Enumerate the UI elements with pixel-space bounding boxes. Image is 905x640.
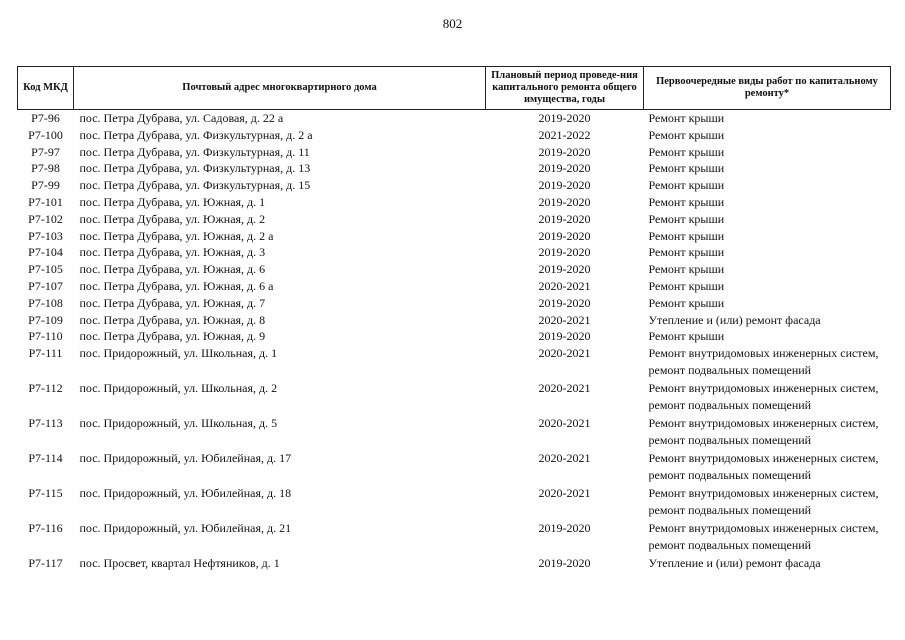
cell-address: пос. Петра Дубрава, ул. Южная, д. 8 [79,312,266,327]
table-row [18,228,891,245]
cell-address: пос. Придорожный, ул. Школьная, д. 2 [79,381,278,396]
page-number: 802 [442,16,463,31]
cell-code: Р7-107 [28,278,63,293]
cell-period: 2020-2021 [538,278,591,293]
cell-address: пос. Петра Дубрава, ул. Южная, д. 1 [79,194,266,209]
table-row [18,415,891,450]
work-line: Утепление и (или) ремонт фасада [648,556,821,571]
cell-code: Р7-98 [31,161,60,176]
cell-code: Р7-114 [28,451,63,466]
table-row [18,485,891,520]
cell-address: пос. Петра Дубрава, ул. Физкультурная, д. 13 [79,161,311,176]
cell-works [644,177,891,194]
work-line: Ремонт крыши [648,161,725,176]
cell-address: пос. Придорожный, ул. Юбилейная, д. 17 [79,451,292,466]
cell-works [644,194,891,211]
cell-address: пос. Петра Дубрава, ул. Физкультурная, д. 15 [79,178,311,193]
cell-code: Р7-100 [28,127,63,142]
cell-code: Р7-108 [28,295,63,310]
work-line: Ремонт крыши [648,127,725,142]
work-line: ремонт подвальных помещений [648,397,812,412]
cell-code: Р7-105 [28,262,63,277]
work-line: Ремонт внутридомовых инженерных систем, [648,451,879,466]
table-row [18,211,891,228]
cell-works [644,328,891,345]
cell-works [644,345,891,380]
cell-works [644,127,891,144]
cell-address: пос. Петра Дубрава, ул. Физкультурная, д. 2 а [79,127,313,142]
cell-code: Р7-113 [28,416,63,431]
cell-period: 2019-2020 [538,228,591,243]
cell-code: Р7-110 [28,329,63,344]
cell-works [644,295,891,312]
table-row [18,160,891,177]
table-row [18,127,891,144]
table-row [18,450,891,485]
cell-period: 2019-2020 [538,556,591,571]
cell-period: 2019-2020 [538,144,591,159]
cell-address: пос. Петра Дубрава, ул. Южная, д. 6 [79,262,266,277]
cell-period: 2020-2021 [538,486,591,501]
table-row [18,144,891,161]
cell-works [644,450,891,485]
header-code: Код МКД [18,67,74,110]
work-line: Ремонт внутридомовых инженерных систем, [648,416,879,431]
table-row [18,520,891,555]
table-row [18,328,891,345]
work-line: Ремонт крыши [648,111,725,125]
cell-code: Р7-112 [28,381,63,396]
cell-code: Р7-117 [28,556,63,571]
cell-address: пос. Петра Дубрава, ул. Южная, д. 6 а [79,278,274,293]
work-line: Ремонт крыши [648,329,725,344]
cell-code: Р7-96 [31,111,60,125]
cell-period: 2019-2020 [538,111,591,125]
work-line: ремонт подвальных помещений [648,362,812,377]
work-line: Утепление и (или) ремонт фасада [648,312,821,327]
cell-code: Р7-104 [28,245,63,260]
work-line: Ремонт внутридомовых инженерных систем, [648,346,879,361]
work-line: Ремонт внутридомовых инженерных систем, [648,381,879,396]
cell-address: пос. Петра Дубрава, ул. Физкультурная, д. 11 [79,144,310,159]
cell-works [644,144,891,161]
cell-period: 2019-2020 [538,329,591,344]
cell-works [644,278,891,295]
table-row [18,194,891,211]
cell-address: пос. Придорожный, ул. Школьная, д. 5 [79,416,278,431]
cell-code: Р7-102 [28,211,63,226]
cell-address: пос. Придорожный, ул. Школьная, д. 1 [79,346,278,361]
cell-period: 2019-2020 [538,245,591,260]
cell-works [644,415,891,450]
cell-period: 2020-2021 [538,381,591,396]
cell-works [644,520,891,555]
cell-period: 2020-2021 [538,451,591,466]
table-row [18,278,891,295]
work-line: Ремонт внутридомовых инженерных систем, [648,486,879,501]
cell-address: пос. Петра Дубрава, ул. Южная, д. 2 [79,211,266,226]
cell-period: 2019-2020 [538,521,591,536]
work-line: ремонт подвальных помещений [648,432,812,447]
cell-period: 2021-2022 [538,127,591,142]
cell-works [644,312,891,329]
cell-code: Р7-97 [31,144,60,159]
work-line: Ремонт крыши [648,144,725,159]
cell-works [644,228,891,245]
cell-address: пос. Петра Дубрава, ул. Южная, д. 3 [79,245,266,260]
work-line: ремонт подвальных помещений [648,502,812,517]
cell-period: 2020-2021 [538,416,591,431]
cell-address: пос. Придорожный, ул. Юбилейная, д. 18 [79,486,292,501]
cell-period: 2019-2020 [538,178,591,193]
cell-period: 2019-2020 [538,161,591,176]
work-line: Ремонт крыши [648,228,725,243]
cell-works [644,485,891,520]
work-line: Ремонт крыши [648,194,725,209]
cell-period: 2019-2020 [538,211,591,226]
cell-period: 2019-2020 [538,262,591,277]
cell-address: пос. Петра Дубрава, ул. Южная, д. 9 [79,329,266,344]
cell-code: Р7-103 [28,228,63,243]
cell-code: Р7-99 [31,178,60,193]
cell-works [644,244,891,261]
cell-code: Р7-109 [28,312,63,327]
work-line: Ремонт крыши [648,262,725,277]
cell-code: Р7-101 [28,194,63,209]
table-row [18,177,891,194]
cell-works [644,261,891,278]
cell-works [644,380,891,415]
table-row [18,345,891,380]
cell-works [644,211,891,228]
header-address: Почтовый адрес многоквартирного дома [74,67,486,110]
cell-code: Р7-115 [28,486,63,501]
cell-address: пос. Просвет, квартал Нефтяников, д. 1 [79,556,280,571]
table-body [18,110,891,572]
table-header [18,67,891,110]
header-row [18,67,891,110]
table-row [18,380,891,415]
cell-works [644,110,891,127]
work-line: Ремонт крыши [648,278,725,293]
table-row [18,312,891,329]
cell-code: Р7-116 [28,521,63,536]
work-line: Ремонт крыши [648,295,725,310]
cell-address: пос. Петра Дубрава, ул. Южная, д. 7 [79,295,266,310]
work-line: Ремонт крыши [648,211,725,226]
cell-period: 2019-2020 [538,295,591,310]
work-line: ремонт подвальных помещений [648,537,812,552]
work-line: Ремонт крыши [648,178,725,193]
table-row [18,295,891,312]
cell-address: пос. Петра Дубрава, ул. Садовая, д. 22 а [79,111,284,125]
table-row [18,244,891,261]
table-row [18,555,891,572]
cell-works [644,555,891,572]
work-line: ремонт подвальных помещений [648,467,812,482]
cell-period: 2020-2021 [538,346,591,361]
cell-works [644,160,891,177]
cell-period: 2020-2021 [538,312,591,327]
header-period: Плановый период проведе-ния капитального ремонта общего имущества, годы [486,67,644,110]
cell-code: Р7-111 [28,346,63,361]
cell-address: пос. Придорожный, ул. Юбилейная, д. 21 [79,521,292,536]
capital-repair-table [17,66,891,572]
work-line: Ремонт крыши [648,245,725,260]
table-row [18,110,891,127]
cell-period: 2019-2020 [538,194,591,209]
work-line: Ремонт внутридомовых инженерных систем, [648,521,879,536]
header-works: Первоочередные виды работ по капитальному ремонту* [644,67,891,110]
table-row [18,261,891,278]
cell-address: пос. Петра Дубрава, ул. Южная, д. 2 а [79,228,274,243]
